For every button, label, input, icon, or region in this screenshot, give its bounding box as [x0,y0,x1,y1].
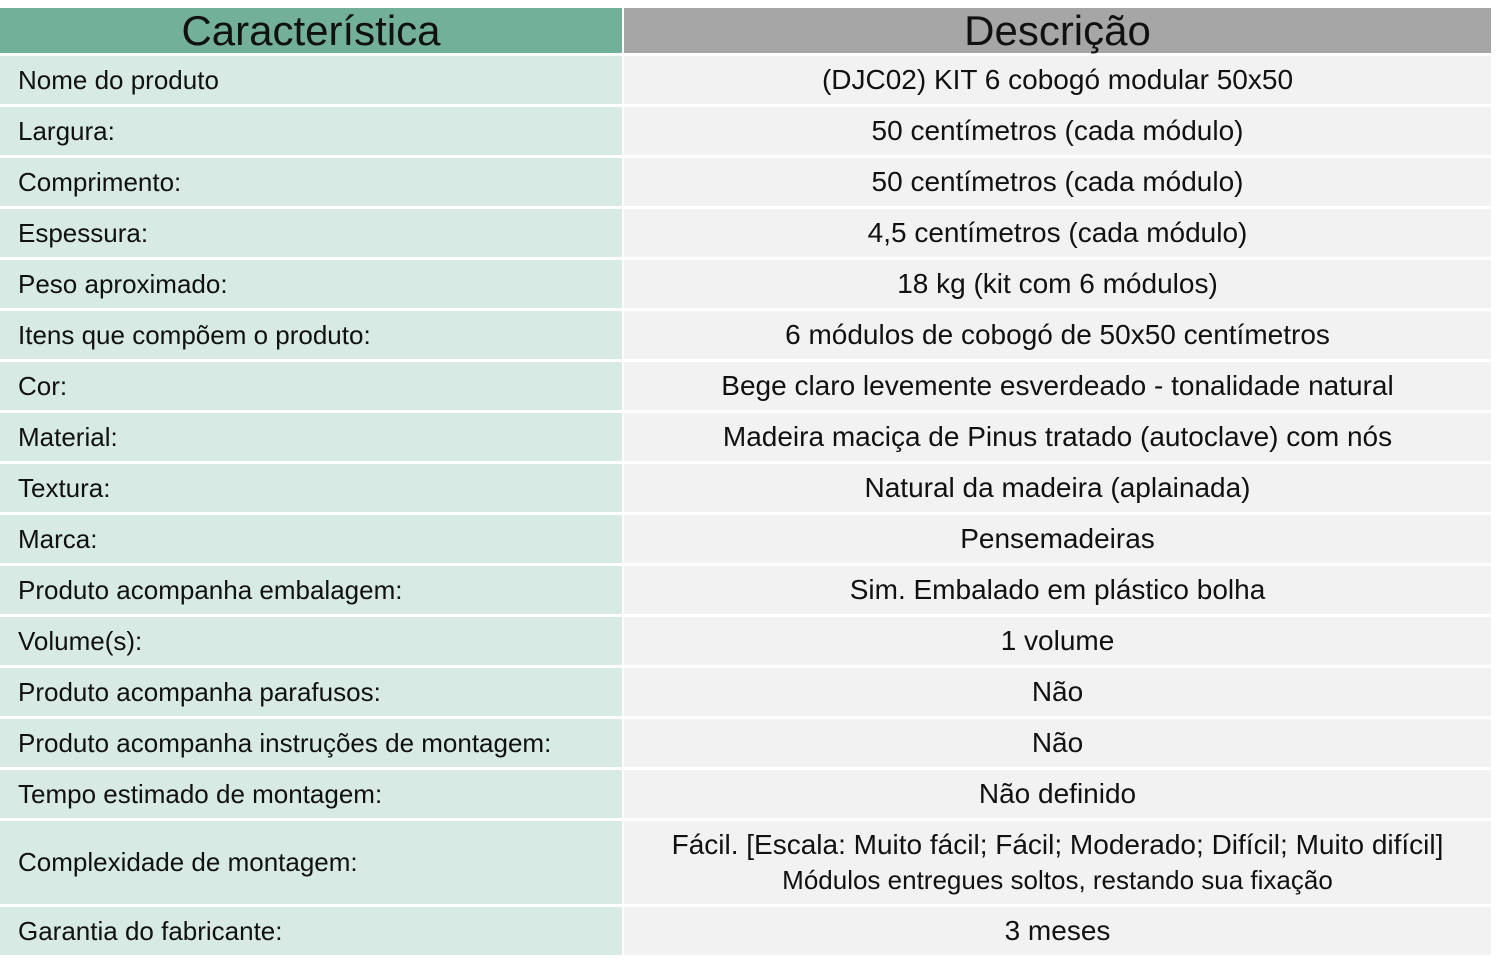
table-header-row [0,8,1491,56]
table-row [0,362,1491,413]
row-label: Peso aproximado: [0,260,624,308]
row-value: 50 centímetros (cada módulo) [624,158,1491,206]
row-label: Tempo estimado de montagem: [0,770,624,818]
row-label: Complexidade de montagem: [0,821,624,904]
row-value: Pensemadeiras [624,515,1491,563]
row-value: Não [624,668,1491,716]
table-row [0,413,1491,464]
row-value-line-1: Fácil. [Escala: Muito fácil; Fácil; Moderado; Difícil; Muito difícil] [671,829,1444,860]
table-row [0,770,1491,821]
row-value: Sim. Embalado em plástico bolha [624,566,1491,614]
row-label: Marca: [0,515,624,563]
row-label: Volume(s): [0,617,624,665]
table-row [0,719,1491,770]
table-row [0,617,1491,668]
row-value: Não [624,719,1491,767]
row-value: Não definido [624,770,1491,818]
table-row [0,209,1491,260]
row-value: (DJC02) KIT 6 cobogó modular 50x50 [624,56,1491,104]
table-row [0,158,1491,209]
table-row [0,107,1491,158]
table-row [0,515,1491,566]
row-label: Garantia do fabricante: [0,907,624,955]
table-row [0,907,1491,958]
row-label: Produto acompanha parafusos: [0,668,624,716]
table-row [0,464,1491,515]
row-label: Itens que compõem o produto: [0,311,624,359]
header-caracteristica: Característica [0,8,624,53]
row-label: Material: [0,413,624,461]
row-label: Cor: [0,362,624,410]
row-value: 1 volume [624,617,1491,665]
table-row [0,260,1491,311]
row-value: 3 meses [624,907,1491,955]
row-value: 6 módulos de cobogó de 50x50 centímetros [624,311,1491,359]
row-label: Espessura: [0,209,624,257]
row-value: Bege claro levemente esverdeado - tonalidade natural [624,362,1491,410]
table-row [0,311,1491,362]
row-value: 50 centímetros (cada módulo) [624,107,1491,155]
row-value: Madeira maciça de Pinus tratado (autoclave) com nós [624,413,1491,461]
row-label: Produto acompanha instruções de montagem: [0,719,624,767]
row-value-line-2: Módulos entregues soltos, restando sua fixação [782,865,1333,895]
row-label: Textura: [0,464,624,512]
header-descricao: Descrição [624,8,1491,53]
row-label: Comprimento: [0,158,624,206]
table-row [0,821,1491,907]
table-row [0,566,1491,617]
table-row [0,668,1491,719]
row-label: Nome do produto [0,56,624,104]
row-value: Natural da madeira (aplainada) [624,464,1491,512]
row-label: Largura: [0,107,624,155]
row-value [624,821,1491,904]
spec-table [0,8,1491,958]
row-value: 4,5 centímetros (cada módulo) [624,209,1491,257]
row-label: Produto acompanha embalagem: [0,566,624,614]
table-row [0,56,1491,107]
row-value: 18 kg (kit com 6 módulos) [624,260,1491,308]
